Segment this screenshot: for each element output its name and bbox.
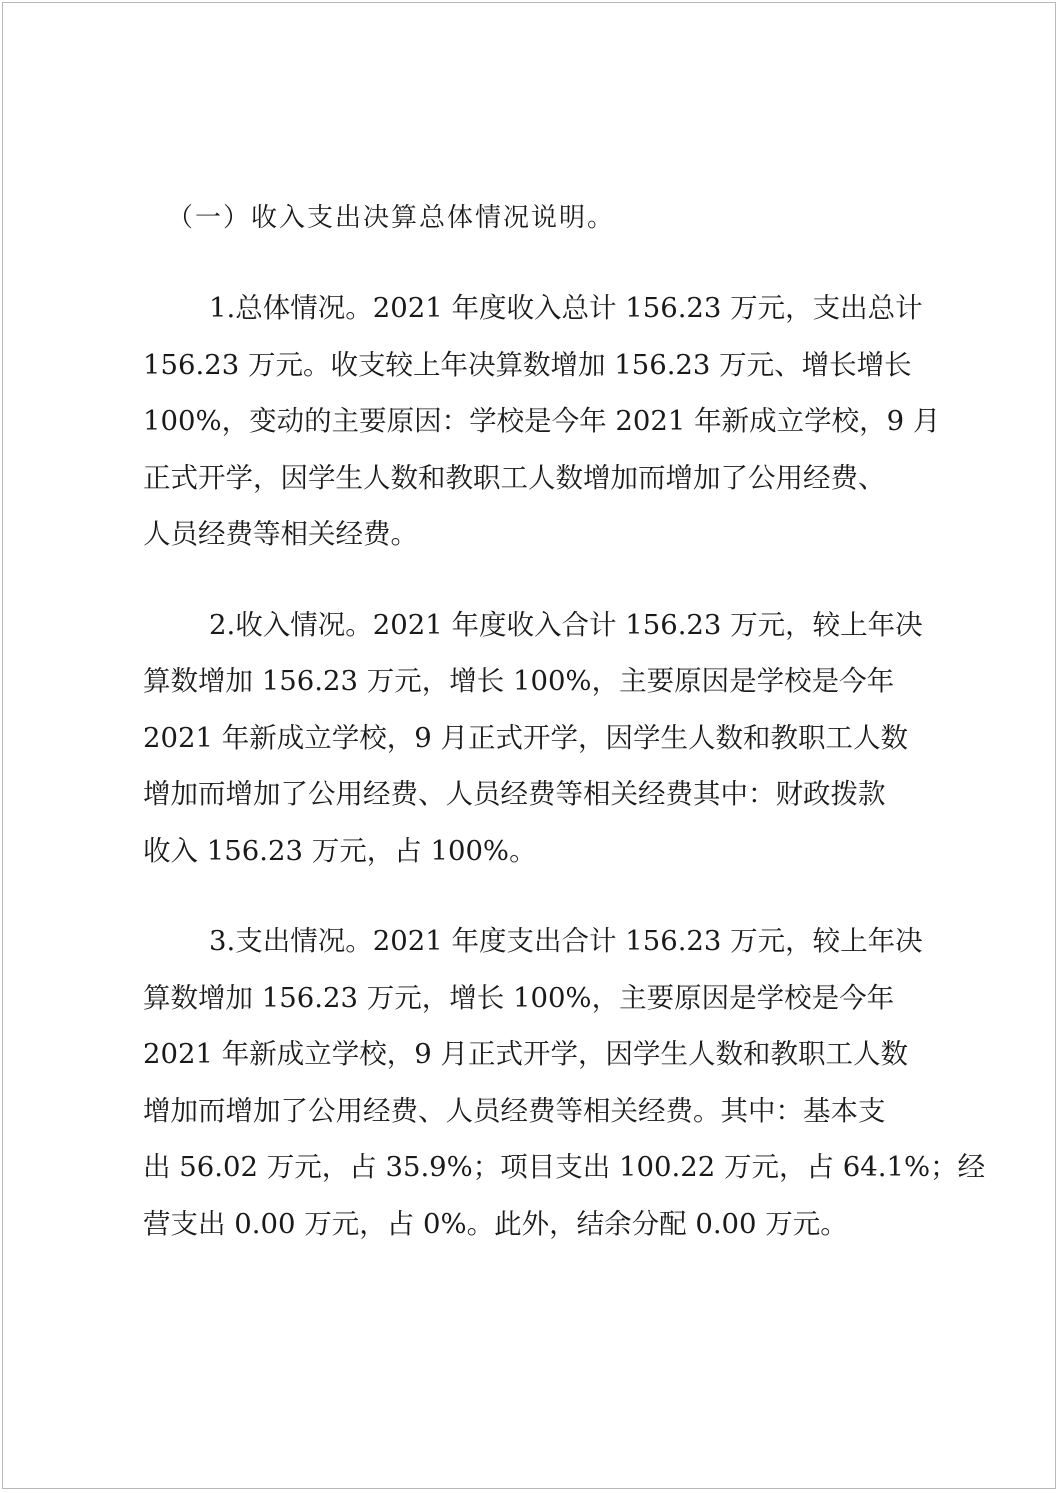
paragraph-expenditure: [143, 913, 986, 1252]
text-line: 增加而增加了公用经费、人员经费等相关经费。其中：基本支: [143, 1094, 886, 1127]
text-line: 正式开学，因学生人数和教职工人数增加而增加了公用经费、: [143, 461, 886, 494]
document-body: [143, 190, 986, 1286]
paragraph-income: [143, 597, 923, 880]
text-line: 出 56.02 万元，占 35.9%；项目支出 100.22 万元，占 64.1%；经: [143, 1151, 986, 1183]
text-line: 2021 年新成立学校，9 月正式开学，因学生人数和教职工人数: [143, 1038, 908, 1070]
text-line: 100%，变动的主要原因：学校是今年 2021 年新成立学校，9 月: [143, 405, 941, 437]
text-line: 收入 156.23 万元，占 100%。: [143, 834, 537, 867]
text-line: 人员经费等相关经费。: [143, 518, 418, 550]
text-line: 3.支出情况。2021 年度支出合计 156.23 万元，较上年决: [209, 925, 923, 957]
text-line: 营支出 0.00 万元，占 0%。此外，结余分配 0.00 万元。: [143, 1207, 848, 1240]
text-line: 1.总体情况。2021 年度收入总计 156.23 万元，支出总计: [209, 292, 923, 324]
paragraph-overall: [143, 280, 941, 563]
section-heading: （一）收入支出决算总体情况说明。: [167, 203, 616, 233]
text-line: 2021 年新成立学校，9 月正式开学，因学生人数和教职工人数: [143, 721, 908, 754]
text-line: 增加而增加了公用经费、人员经费等相关经费其中：财政拨款: [143, 778, 886, 810]
text-line: 156.23 万元。收支较上年决算数增加 156.23 万元、增长增长: [143, 348, 912, 381]
text-line: 2.收入情况。2021 年度收入合计 156.23 万元，较上年决: [209, 608, 923, 641]
text-line: 算数增加 156.23 万元，增长 100%，主要原因是学校是今年: [143, 981, 895, 1014]
text-line: 算数增加 156.23 万元，增长 100%，主要原因是学校是今年: [143, 665, 895, 697]
